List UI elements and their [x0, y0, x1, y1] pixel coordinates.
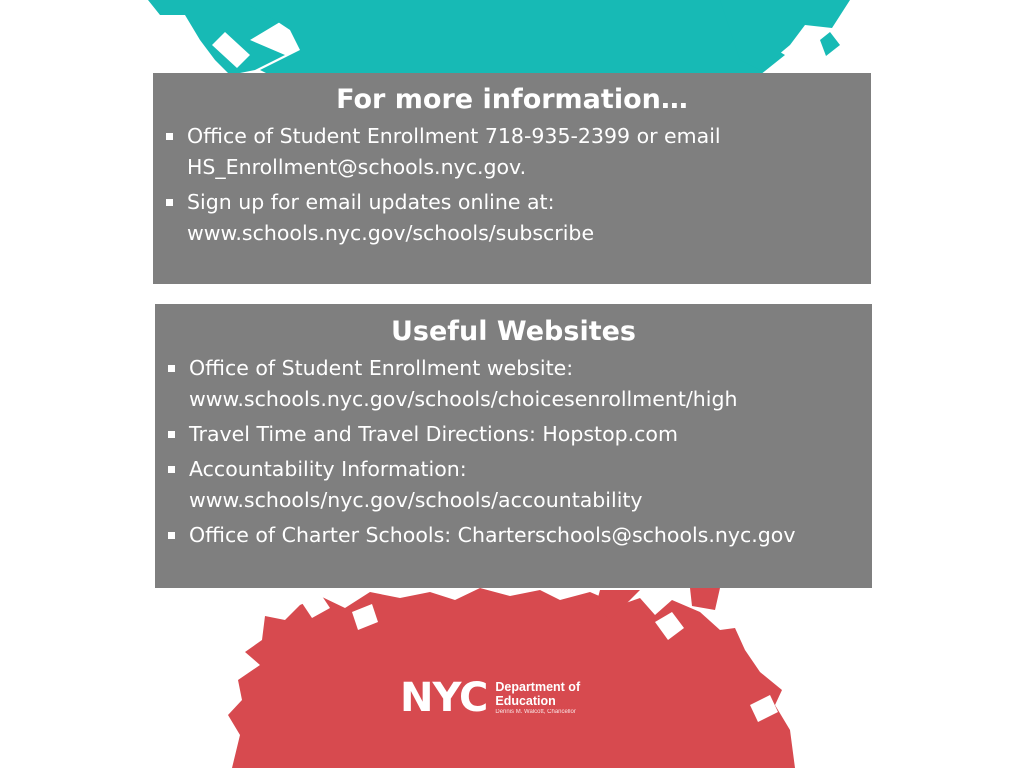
item-url-link[interactable]: www.schools.nyc.gov/schools/choicesenrollment/high: [189, 387, 738, 411]
list-item: [155, 419, 872, 450]
teal-sunburst-shape: [148, 0, 850, 80]
info-title: For more information…: [336, 84, 688, 115]
item-email-link[interactable]: HS_Enrollment@schools.nyc.gov.: [187, 155, 527, 179]
websites-title: Useful Websites: [390, 316, 636, 347]
list-item: [155, 454, 872, 516]
list-item: [155, 353, 872, 415]
list-item: [155, 520, 872, 551]
item-line: Office of Charter Schools: Charterschools@schools.nyc.gov: [189, 523, 796, 547]
nyc-wordmark: NYC: [400, 675, 488, 721]
list-item: [153, 187, 871, 249]
item-url-link[interactable]: www.schools.nyc.gov/schools/subscribe: [187, 221, 595, 245]
square-bullet-icon: [168, 431, 175, 438]
item-line: Office of Student Enrollment 718-935-2399 or email: [187, 124, 721, 148]
square-bullet-icon: [166, 199, 173, 206]
info-list: [153, 121, 871, 249]
square-bullet-icon: [168, 365, 175, 372]
item-url-link[interactable]: www.schools/nyc.gov/schools/accountability: [189, 488, 643, 512]
item-line: Sign up for email updates online at:: [187, 190, 555, 214]
square-bullet-icon: [166, 133, 173, 140]
info-panel: [153, 73, 871, 284]
chancellor-tagline: Dennis M. Walcott, Chancellor: [495, 709, 576, 715]
department-line2: Education: [495, 694, 556, 708]
department-line1: Department of: [495, 680, 581, 694]
square-bullet-icon: [168, 466, 175, 473]
websites-panel: [155, 304, 872, 588]
list-item: [153, 121, 871, 183]
item-line: Office of Student Enrollment website:: [189, 356, 574, 380]
square-bullet-icon: [168, 532, 175, 539]
nyc-doe-logo: [400, 676, 580, 720]
websites-list: [155, 353, 872, 551]
item-line: Travel Time and Travel Directions: Hopstop.com: [189, 422, 678, 446]
department-label: [495, 680, 580, 716]
item-line: Accountability Information:: [189, 457, 467, 481]
